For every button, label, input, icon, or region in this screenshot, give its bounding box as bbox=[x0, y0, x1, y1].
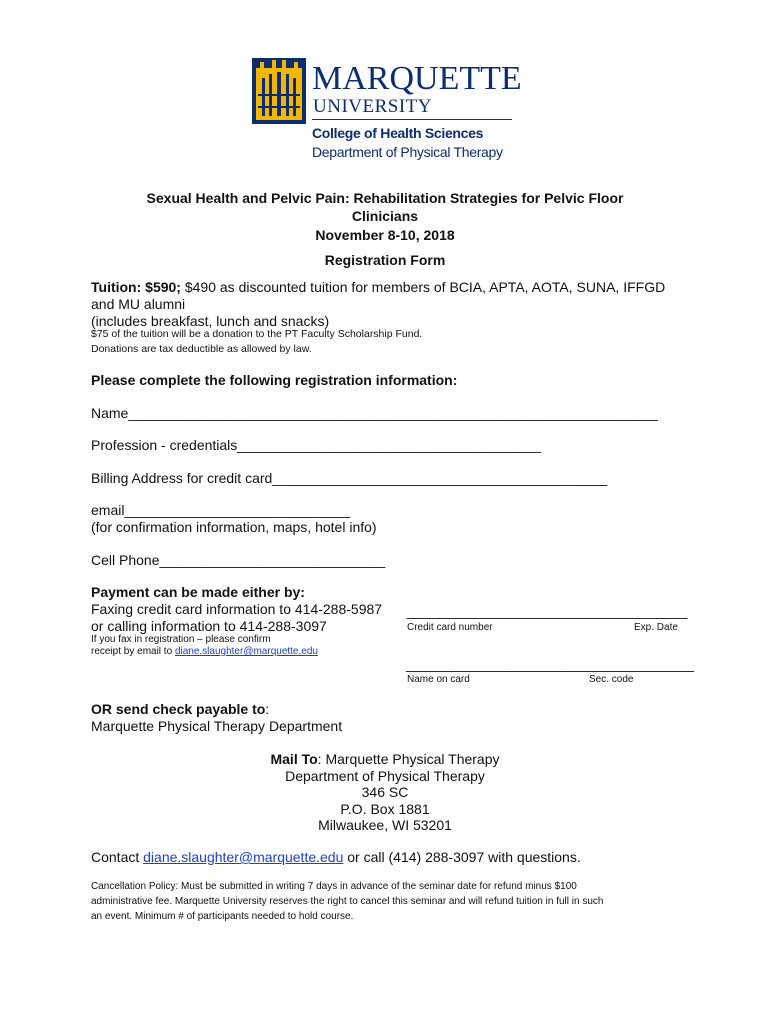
profession-field[interactable]: Profession - credentials_______________________________________ bbox=[91, 437, 541, 453]
mail-to-line2: Department of Physical Therapy bbox=[285, 768, 485, 784]
cancellation-line1: Cancellation Policy: Must be submitted in writing 7 days in advance of the seminar date for refund minus $100 bbox=[91, 881, 577, 892]
tuition-line3: (includes breakfast, lunch and snacks) bbox=[91, 313, 330, 329]
name-on-card-label: Name on card bbox=[407, 674, 470, 685]
email-note: (for confirmation information, maps, hotel info) bbox=[91, 519, 377, 535]
contact-line bbox=[91, 849, 581, 865]
cancellation-line3: an event. Minimum # of participants needed to hold course. bbox=[91, 911, 354, 922]
credit-card-blank[interactable]: ____________________________________ bbox=[407, 603, 688, 619]
credit-card-number-label: Credit card number bbox=[407, 622, 493, 633]
email-field[interactable]: email_____________________________ bbox=[91, 502, 351, 518]
check-payee: Marquette Physical Therapy Department bbox=[91, 718, 343, 734]
sec-code-label: Sec. code bbox=[589, 674, 634, 685]
contact-suffix: or call (414) 288-3097 with questions. bbox=[343, 849, 581, 865]
tuition-text: $490 as discounted tuition for members of BCIA, APTA, AOTA, SUNA, IFFGD bbox=[180, 279, 666, 295]
check-colon: : bbox=[265, 701, 270, 717]
payment-call-line: or calling information to 414-288-3097 bbox=[91, 618, 327, 634]
tuition-line1 bbox=[91, 279, 665, 295]
name-on-card-blank[interactable]: _____________________________________ bbox=[406, 656, 695, 672]
contact-prefix: Contact bbox=[91, 849, 144, 865]
logo-department: Department of Physical Therapy bbox=[312, 144, 503, 160]
event-title-line1: Sexual Health and Pelvic Pain: Rehabilitation Strategies for Pelvic Floor bbox=[146, 190, 624, 206]
logo-name-line1: MARQUETTE bbox=[312, 60, 522, 97]
logo-rule bbox=[312, 119, 512, 120]
contact-email-link[interactable]: diane.slaughter@marquette.edu bbox=[143, 849, 344, 865]
mail-to-line5: Milwaukee, WI 53201 bbox=[318, 817, 452, 833]
event-title-line2: Clinicians bbox=[351, 208, 419, 224]
check-heading: OR send check payable to bbox=[91, 701, 266, 717]
cancellation-line2: administrative fee. Marquette University reserves the right to cancel this seminar and will refund tuition in full in such bbox=[91, 896, 604, 907]
form-title: Registration Form bbox=[324, 252, 446, 268]
tuition-note-line2: Donations are tax deductible as allowed by law. bbox=[91, 343, 312, 355]
tuition-line2: and MU alumni bbox=[91, 296, 186, 312]
mail-to-line1 bbox=[0, 751, 770, 767]
fax-note-line2 bbox=[91, 646, 318, 657]
name-field[interactable]: Name____________________________________________________________________ bbox=[91, 405, 658, 421]
mail-to-label: Mail To bbox=[270, 751, 318, 767]
exp-date-label: Exp. Date bbox=[634, 622, 678, 633]
fax-note-prefix: receipt by email to bbox=[91, 646, 175, 657]
fax-note-line1: If you fax in registration – please confirm bbox=[91, 634, 271, 645]
check-heading-line bbox=[91, 701, 269, 717]
tuition-label: Tuition: $590; bbox=[91, 279, 181, 295]
fax-note-email-link[interactable]: diane.slaughter@marquette.edu bbox=[174, 646, 318, 657]
mail-to-line4: P.O. Box 1881 bbox=[340, 801, 430, 817]
university-crest-icon bbox=[252, 58, 306, 124]
logo-name-line2: UNIVERSITY bbox=[313, 96, 432, 117]
tuition-note-line1: $75 of the tuition will be a donation to the PT Faculty Scholarship Fund. bbox=[91, 328, 423, 340]
event-dates: November 8-10, 2018 bbox=[315, 227, 455, 243]
billing-address-field[interactable]: Billing Address for credit card___________________________________________ bbox=[91, 470, 608, 486]
marquette-logo bbox=[252, 58, 522, 166]
logo-college: College of Health Sciences bbox=[312, 125, 484, 141]
payment-heading: Payment can be made either by: bbox=[91, 584, 305, 600]
payment-fax-line: Faxing credit card information to 414-288-5987 bbox=[91, 601, 383, 617]
registration-heading: Please complete the following registration information: bbox=[91, 372, 458, 388]
mail-to-recipient: : Marquette Physical Therapy bbox=[317, 751, 500, 767]
cell-phone-field[interactable]: Cell Phone_____________________________ bbox=[91, 552, 386, 568]
mail-to-line3: 346 SC bbox=[361, 784, 409, 800]
